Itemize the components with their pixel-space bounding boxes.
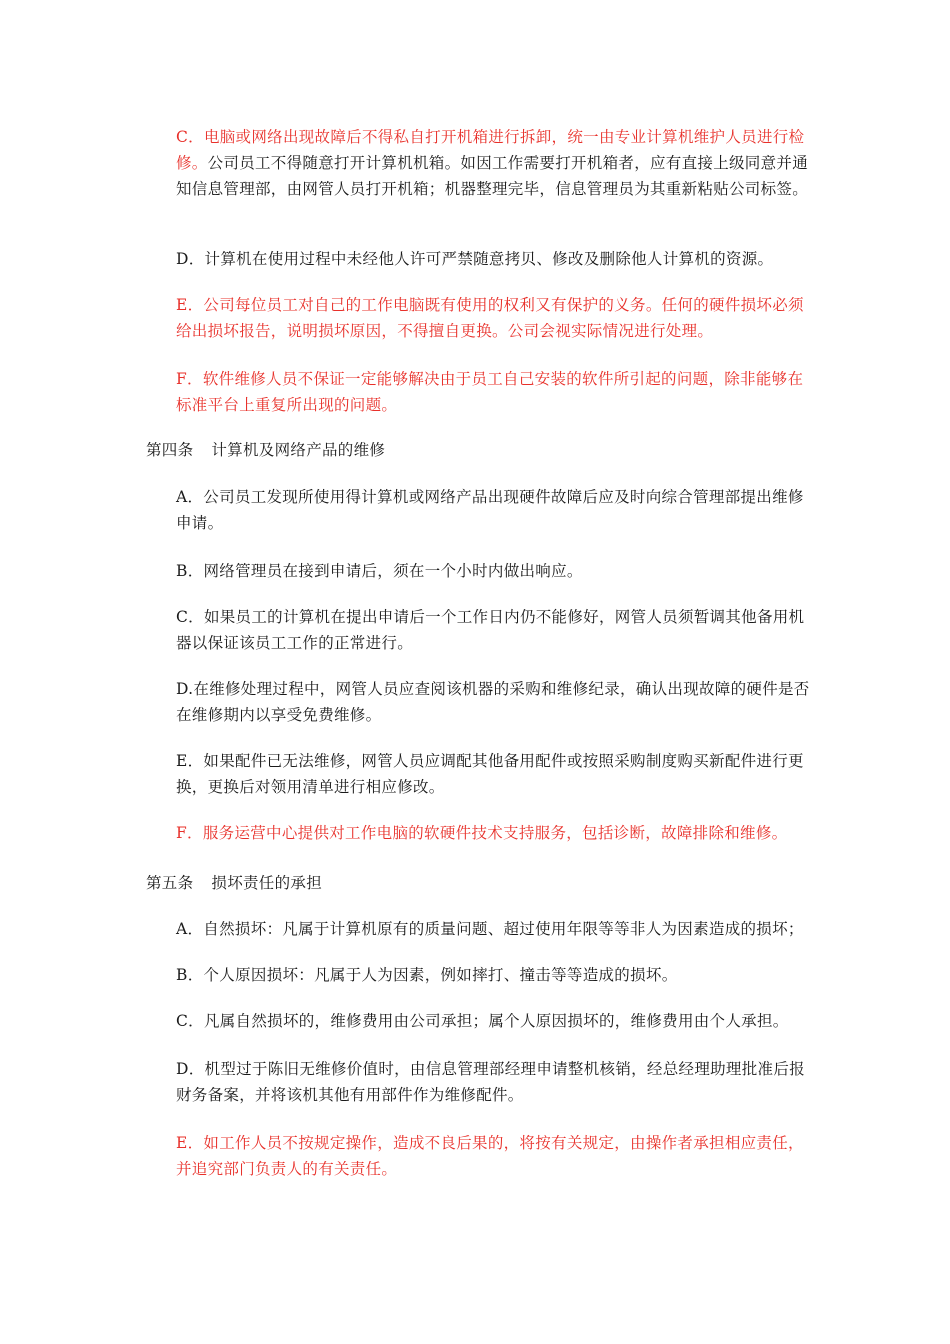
section4-number: 第四条	[146, 441, 194, 459]
clause-3f	[176, 366, 816, 418]
clause-4a-text: A．公司员工发现所使用得计算机或网络产品出现硬件故障后应及时向综合管理部提出维修申请。	[176, 488, 804, 532]
clause-3e	[176, 292, 816, 344]
clause-4f-highlight: F．服务运营中心提供对工作电脑的软硬件技术支持服务，包括诊断，故障排除和维修。	[176, 824, 788, 842]
clause-4e	[176, 748, 816, 800]
clause-5d	[176, 1056, 816, 1108]
clause-4f	[176, 820, 816, 846]
section5-title: 损坏责任的承担	[211, 874, 323, 892]
clause-3c-highlight: C．电脑或网络出现故障后不得私自打开机箱进行拆卸，统一由专业计算机维护人员进行检修。	[176, 128, 805, 172]
clause-5d-text: D．机型过于陈旧无维修价值时，由信息管理部经理申请整机核销，经总经理助理批准后报财务备案，并将该机其他有用部件作为维修配件。	[176, 1060, 805, 1104]
clause-5b	[176, 962, 816, 988]
clause-4c-text: C．如果员工的计算机在提出申请后一个工作日内仍不能修好，网管人员须暂调其他备用机器以保证该员工工作的正常进行。	[176, 608, 805, 652]
clause-4e-text: E．如果配件已无法维修，网管人员应调配其他备用配件或按照采购制度购买新配件进行更换，更换后对领用清单进行相应修改。	[176, 752, 804, 796]
clause-5c-text: C．凡属自然损坏的，维修费用由公司承担；属个人原因损坏的，维修费用由个人承担。	[176, 1012, 789, 1030]
clause-5a-text: A．自然损坏：凡属于计算机原有的质量问题、超过使用年限等等非人为因素造成的损坏；	[176, 920, 804, 938]
clause-5b-text: B．个人原因损坏：凡属于人为因素，例如摔打、撞击等等造成的损坏。	[176, 966, 678, 984]
clause-5c	[176, 1008, 816, 1034]
clause-4b-text: B．网络管理员在接到申请后，须在一个小时内做出响应。	[176, 562, 583, 580]
clause-3e-highlight: E．公司每位员工对自己的工作电脑既有使用的权利又有保护的义务。任何的硬件损坏必须给出损坏报告，说明损坏原因，不得擅自更换。公司会视实际情况进行处理。	[176, 296, 804, 340]
clause-3c-text: 公司员工不得随意打开计算机机箱。如因工作需要打开机箱者，应有直接上级同意并通知信息管理部，由网管人员打开机箱；机器整理完毕，信息管理员为其重新粘贴公司标签。	[176, 154, 809, 198]
clause-3f-highlight: F．软件维修人员不保证一定能够解决由于员工自己安装的软件所引起的问题，除非能够在标准平台上重复所出现的问题。	[176, 370, 804, 414]
clause-4a	[176, 484, 816, 536]
section4-heading	[146, 437, 385, 463]
section5-number: 第五条	[146, 874, 194, 892]
clause-5a	[176, 916, 816, 942]
section5-heading	[146, 870, 322, 896]
clause-4b	[176, 558, 816, 584]
clause-4d-text: D.在维修处理过程中，网管人员应查阅该机器的采购和维修纪录，确认出现故障的硬件是否在维修期内以享受免费维修。	[176, 680, 810, 724]
clause-3c	[176, 124, 816, 202]
clause-3d	[176, 246, 816, 272]
clause-4c	[176, 604, 816, 656]
clause-5e-highlight: E．如工作人员不按规定操作，造成不良后果的，将按有关规定，由操作者承担相应责任，并追究部门负责人的有关责任。	[176, 1134, 804, 1178]
section4-title: 计算机及网络产品的维修	[211, 441, 386, 459]
clause-4d	[176, 676, 816, 728]
clause-5e	[176, 1130, 816, 1182]
clause-3d-text: D．计算机在使用过程中未经他人许可严禁随意拷贝、修改及删除他人计算机的资源。	[176, 250, 774, 268]
